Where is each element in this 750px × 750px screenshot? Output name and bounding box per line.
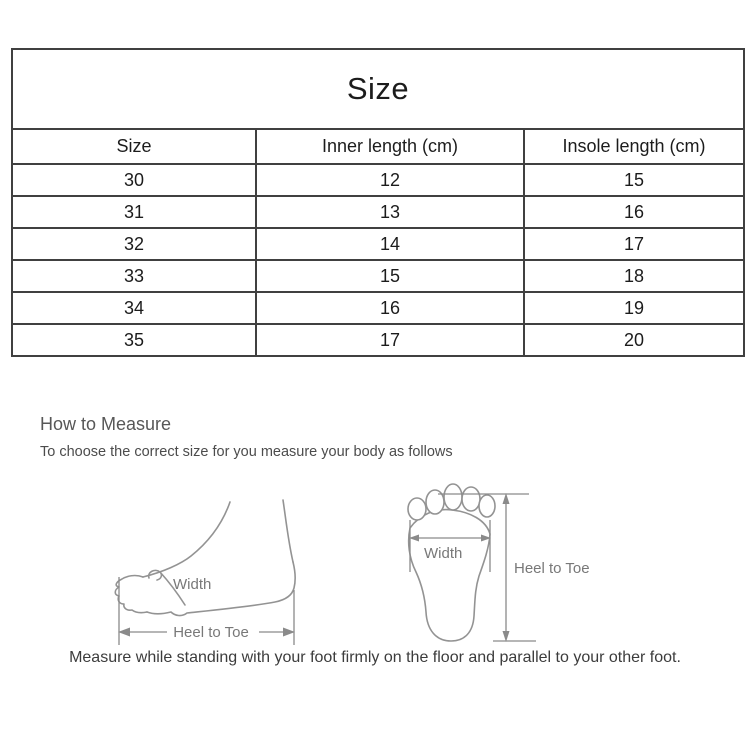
size-chart-rows xyxy=(12,164,744,356)
table-cell: 34 xyxy=(12,292,256,324)
column-header-inner-length: Inner length (cm) xyxy=(256,129,524,164)
table-cell: 16 xyxy=(256,292,524,324)
table-cell: 32 xyxy=(12,228,256,260)
side-width-label: Width xyxy=(173,576,212,593)
top-width-label: Width xyxy=(424,545,463,562)
toe-5 xyxy=(479,495,495,517)
table-cell: 31 xyxy=(12,196,256,228)
foot-side-view-diagram xyxy=(103,488,303,650)
table-cell: 20 xyxy=(524,324,744,356)
table-cell: 14 xyxy=(256,228,524,260)
how-to-measure-subtitle: To choose the correct size for you measure your body as follows xyxy=(40,444,453,460)
table-row xyxy=(12,260,744,292)
table-cell: 15 xyxy=(524,164,744,196)
table-cell: 16 xyxy=(524,196,744,228)
table-title-row xyxy=(12,49,744,129)
arrow-bottom-head-icon xyxy=(503,631,510,642)
table-row xyxy=(12,164,744,196)
table-cell: 19 xyxy=(524,292,744,324)
how-to-measure-heading: How to Measure xyxy=(40,414,172,434)
table-row xyxy=(12,292,744,324)
foot-top-view-icon xyxy=(402,482,607,654)
foot-sole-line xyxy=(147,562,295,616)
foot-front-line xyxy=(143,502,230,577)
table-cell: 35 xyxy=(12,324,256,356)
table-cell: 13 xyxy=(256,196,524,228)
column-header-insole-length: Insole length (cm) xyxy=(524,129,744,164)
toe-3 xyxy=(444,484,462,510)
size-chart-title: Size xyxy=(12,49,744,129)
table-header-row xyxy=(12,129,744,164)
table-row xyxy=(12,228,744,260)
table-row xyxy=(12,324,744,356)
foot-top-view-diagram xyxy=(402,482,607,654)
foot-toes-line xyxy=(115,576,147,613)
foot-back-line xyxy=(283,500,293,562)
arrow-right-head-icon xyxy=(283,628,295,637)
table-cell: 17 xyxy=(524,228,744,260)
table-cell: 18 xyxy=(524,260,744,292)
size-chart-table xyxy=(11,48,745,357)
side-heel-to-toe-label: Heel to Toe xyxy=(173,624,249,641)
toe-4 xyxy=(462,487,480,511)
table-cell: 12 xyxy=(256,164,524,196)
foot-sole-outline xyxy=(409,510,490,641)
toe-1 xyxy=(408,498,426,520)
table-cell: 17 xyxy=(256,324,524,356)
column-header-size: Size xyxy=(12,129,256,164)
top-heel-to-toe-label: Heel to Toe xyxy=(514,560,590,577)
measure-caption: Measure while standing with your foot firmly on the floor and parallel to your other foot. xyxy=(69,649,681,666)
arrow-left-head-icon xyxy=(118,628,130,637)
table-cell: 30 xyxy=(12,164,256,196)
foot-side-view-icon xyxy=(103,488,303,650)
table-row xyxy=(12,196,744,228)
table-cell: 15 xyxy=(256,260,524,292)
table-cell: 33 xyxy=(12,260,256,292)
